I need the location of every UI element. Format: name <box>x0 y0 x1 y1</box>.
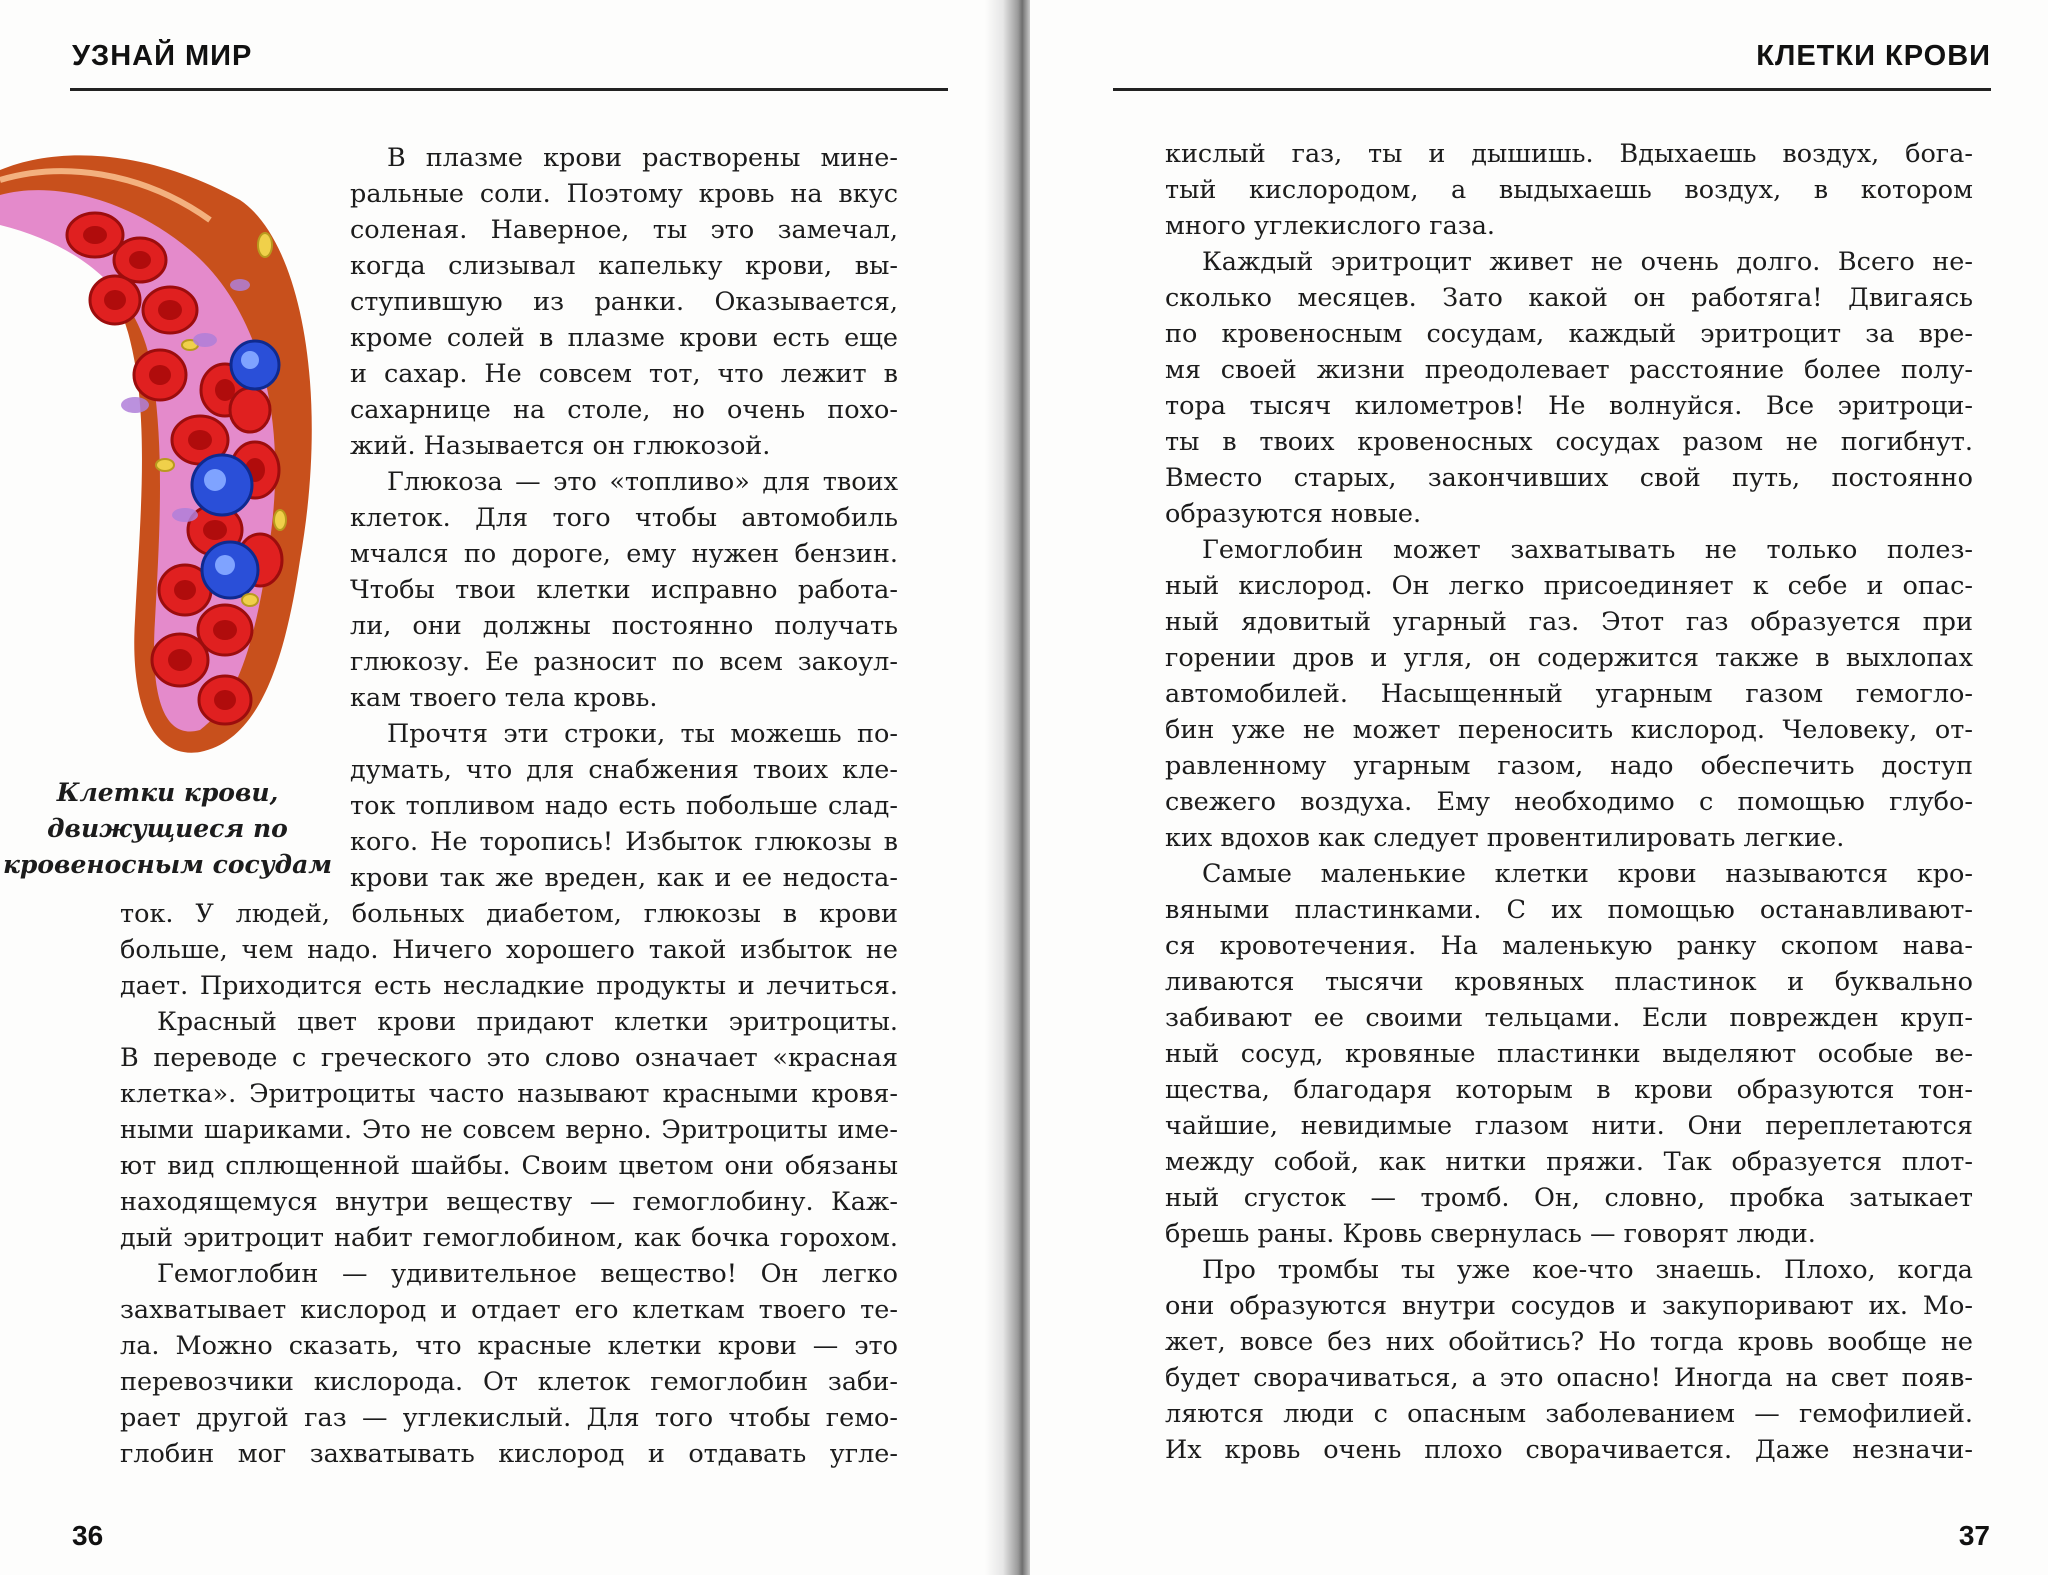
text-line: щества, благодаря которым в крови образуются тон- <box>1165 1075 1973 1105</box>
text-line: будет сворачиваться, а это опасно! Иногда на свет появ- <box>1165 1363 1973 1393</box>
text-line: Прочтя эти строки, ты можешь по- <box>387 719 898 749</box>
text-line: сахарнице на столе, но очень похо- <box>350 395 898 425</box>
text-line: дает. Приходится есть несладкие продукты и лечиться. <box>120 971 898 1001</box>
text-line: ла. Можно сказать, что красные клетки крови — это <box>120 1331 898 1361</box>
text-line: они образуются внутри сосудов и закупоривают их. Мо- <box>1165 1291 1973 1321</box>
platelet <box>258 233 272 257</box>
text-line: ступившую из ранки. Оказывается, <box>350 287 898 317</box>
text-line: Красный цвет крови придают клетки эритроциты. <box>157 1007 898 1037</box>
text-line: Гемоглобин может захватывать не только полез- <box>1202 535 1973 565</box>
text-line: сколько месяцев. Зато какой он работяга! Двигаясь <box>1165 283 1973 313</box>
text-line: между собой, как нитки пряжи. Так образуется плот- <box>1165 1147 1973 1177</box>
blood-vessel-illustration <box>0 140 320 760</box>
text-line: тый кислородом, а выдыхаешь воздух, в котором <box>1165 175 1973 205</box>
text-line: крови так же вреден, как и ее недоста- <box>350 863 898 893</box>
text-line: ливаются тысячи кровяных пластинок и буквально <box>1165 967 1973 997</box>
text-line: ный сгусток — тромб. Он, словно, пробка затыкает <box>1165 1183 1973 1213</box>
text-line: клетка». Эритроциты часто называют красными кровя- <box>120 1079 898 1109</box>
page-number-left: 36 <box>72 1520 104 1551</box>
text-line: автомобилей. Насыщенный угарным газом гемогло- <box>1165 679 1973 709</box>
platelet <box>242 594 258 606</box>
text-line: Про тромбы ты уже кое-что знаешь. Плохо, когда <box>1202 1255 1973 1285</box>
text-line: перевозчики кислорода. От клеток гемоглобин заби- <box>120 1367 898 1397</box>
text-line: и сахар. Не совсем тот, что лежит в <box>350 359 898 389</box>
text-line: Каждый эритроцит живет не очень долго. Всего не- <box>1202 247 1973 277</box>
text-line: дый эритроцит набит гемоглобином, как бочка горохом. <box>120 1223 898 1253</box>
text-line: много углекислого газа. <box>1165 211 1496 241</box>
text-line: ких вдохов как следует провентилировать легкие. <box>1165 823 1845 853</box>
text-line: жий. Называется он глюкозой. <box>350 431 771 461</box>
text-line: свежего воздуха. Ему необходимо с помощью глубо- <box>1165 787 1973 817</box>
text-line: Их кровь очень плохо сворачивается. Даже незначи- <box>1165 1435 1973 1465</box>
text-line: Самые маленькие клетки крови называются кро- <box>1202 859 1973 889</box>
caption-line: движущиеся по <box>47 814 288 843</box>
text-line: бин уже не может переносить кислород. Человеку, от- <box>1165 715 1973 745</box>
text-line: мя своей жизни преодолевает расстояние более полу- <box>1165 355 1973 385</box>
header-rule-right <box>1113 88 1991 91</box>
text-line: равленному угарным газом, надо обеспечить доступ <box>1165 751 1973 781</box>
text-line: Гемоглобин — удивительное вещество! Он легко <box>157 1259 898 1289</box>
left-page <box>0 0 1005 1575</box>
text-line: ли, они должны постоянно получать <box>350 611 898 641</box>
text-line: жет, вовсе без них обойтись? Но тогда кровь вообще не <box>1165 1327 1973 1357</box>
text-line: мчался по дороге, ему нужен бензин. <box>350 539 898 569</box>
text-line: ся кровотечения. На маленькую ранку скопом нава- <box>1165 931 1973 961</box>
text-line: думать, что для снабжения твоих кле- <box>350 755 898 785</box>
text-line: В переводе с греческого это слово означает «красная <box>120 1043 898 1073</box>
right-page <box>1030 0 2048 1575</box>
text-line: ток. У людей, больных диабетом, глюкозы в крови <box>120 899 898 929</box>
caption-line: Клетки крови, <box>56 778 279 807</box>
text-line: вяными пластинками. С их помощью останавливают- <box>1165 895 1973 925</box>
red-blood-cell <box>230 388 270 432</box>
illustration-caption <box>0 775 335 883</box>
text-line: ют вид сплющенной шайбы. Своим цветом они обязаны <box>120 1151 898 1181</box>
text-line: ный сосуд, кровяные пластинки выделяют особые ве- <box>1165 1039 1973 1069</box>
text-line: кислый газ, ты и дышишь. Вдыхаешь воздух, бога- <box>1165 139 1973 169</box>
text-line: ный кислород. Он легко присоединяет к себе и опас- <box>1165 571 1973 601</box>
text-line: по кровеносным сосудам, каждый эритроцит за вре- <box>1165 319 1973 349</box>
running-head-right: КЛЕТКИ КРОВИ <box>1756 40 1991 72</box>
platelet <box>274 510 286 530</box>
text-line: когда слизывал капельку крови, вы- <box>350 251 898 281</box>
text-line: ляются люди с опасным заболеванием — гемофилией. <box>1165 1399 1973 1429</box>
text-line: Чтобы твои клетки исправно работа- <box>350 575 898 605</box>
text-line: захватывает кислород и отдает его клеткам твоего те- <box>120 1295 898 1325</box>
text-line: горении дров и угля, он содержится также в выхлопах <box>1165 643 1973 673</box>
text-line: глюкозу. Ее разносит по всем закоул- <box>350 647 898 677</box>
text-line: соленая. Наверное, ты это замечал, <box>350 215 898 245</box>
text-line: Глюкоза — это «топливо» для твоих <box>387 467 898 497</box>
text-line: ральные соли. Поэтому кровь на вкус <box>350 179 898 209</box>
text-line: брешь раны. Кровь свернулась — говорят люди. <box>1165 1219 1816 1249</box>
text-line: ты в твоих кровеносных сосудах разом не погибнут. <box>1165 427 1973 457</box>
platelet <box>156 459 174 471</box>
text-line: ными шариками. Это не совсем верно. Эритроциты име- <box>120 1115 898 1145</box>
header-rule-left <box>70 88 948 91</box>
text-line: образуются новые. <box>1165 499 1422 529</box>
text-line: больше, чем надо. Ничего хорошего такой избыток не <box>120 935 898 965</box>
text-line: находящемуся внутри веществу — гемоглобину. Каж- <box>120 1187 898 1217</box>
text-line: В плазме крови растворены мине- <box>387 143 898 173</box>
text-line: кого. Не торопись! Избыток глюкозы в <box>350 827 898 857</box>
text-line: кам твоего тела кровь. <box>350 683 658 713</box>
text-line: чайшие, невидимые глазом нити. Они переплетаются <box>1165 1111 1973 1141</box>
text-line: тора тысяч километров! Не волнуйся. Все эритроци- <box>1165 391 1973 421</box>
page-number-right: 37 <box>1958 1520 1990 1551</box>
caption-line: кровеносным сосудам <box>2 850 333 879</box>
text-line: ток топливом надо есть побольше слад- <box>350 791 898 821</box>
text-line: Вместо старых, закончивших свой путь, постоянно <box>1165 463 1973 493</box>
text-line: глобин мог захватывать кислород и отдавать угле- <box>120 1439 898 1469</box>
running-head-left: УЗНАЙ МИР <box>72 40 253 72</box>
text-line: забивают ее своими тельцами. Если поврежден круп- <box>1165 1003 1973 1033</box>
text-line: клеток. Для того чтобы автомобиль <box>350 503 898 533</box>
text-line: ный ядовитый угарный газ. Этот газ образуется при <box>1165 607 1973 637</box>
text-line: рает другой газ — углекислый. Для того чтобы гемо- <box>120 1403 898 1433</box>
text-line: кроме солей в плазме крови есть еще <box>350 323 898 353</box>
